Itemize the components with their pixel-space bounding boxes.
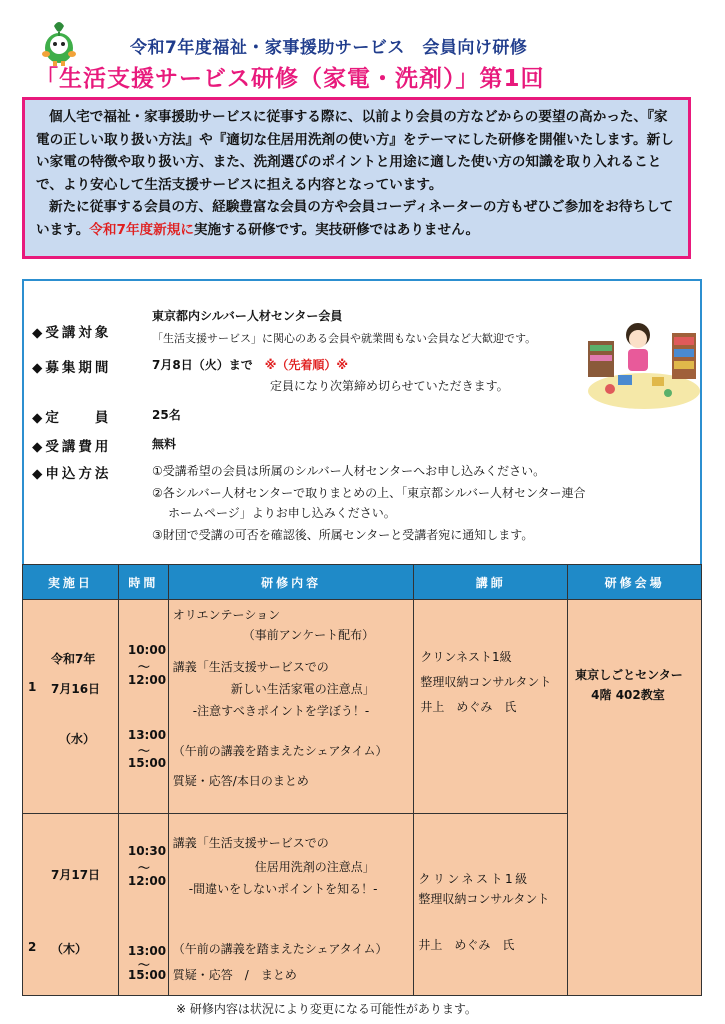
header-content: 研修内容 [168,565,414,600]
venue-cell [568,600,701,994]
row2-weekday: （木） [51,942,88,956]
intro-paragraph-2 [36,196,679,241]
row2-am-start: 10:30 [127,844,167,858]
header-time: 時間 [118,565,168,600]
row1-content-5: -注意すべきポイントを学ぼう！- [192,704,370,718]
period-value [152,356,348,373]
header-venue: 研修会場 [568,565,702,600]
apply-step-2: ②各シルバー人材センターで取りまとめの上、「東京都シルバー人材センター連合 [152,486,586,500]
row2-content-4: （午前の講義を踏まえたシェアタイム） [172,942,388,956]
header-subtitle: 令和7年度福祉・家事援助サービス 会員向け研修 [130,38,528,58]
row2-content-1: 講義「生活支援サービスでの [172,836,329,850]
row1-lecturer-2: 整理収納コンサルタント [420,675,552,689]
venue-room: 4階 402教室 [591,688,665,702]
intro-new-highlight: 令和7年度新規に [89,221,194,238]
row1-pm-start: 13:00 [127,728,167,742]
row1-lecturer-cell [414,600,567,813]
table-header-row [23,565,702,600]
row1-am-tilde: ～ [137,660,150,674]
table-row [23,600,702,814]
row2-lecturer-cell [414,814,567,995]
row2-content-5: 質疑・応答 / まとめ [172,968,297,982]
fee-value: 無料 [152,437,177,451]
row1-content-7: 質疑・応答/本日のまとめ [172,774,309,788]
target-note: 「生活支援サービス」に関心のある会員や就業間もない会員など大歓迎です。 [152,332,537,345]
row2-date: 7月17日 [51,868,101,882]
period-note: 定員になり次第締め切らせていただきます。 [270,379,509,393]
apply-step-2-cont: ホームページ」よりお申し込みください。 [168,506,396,520]
row2-pm-start: 13:00 [127,944,167,958]
row1-date-cell [23,600,118,813]
row2-lecturer-2: 整理収納コンサルタント [418,892,550,906]
intro-p2-tail: 実施する研修です。実技研修ではありません。 [193,221,480,238]
row1-lecturer-1: クリンネスト1級 [420,650,512,664]
period-first-come: ※（先着順）※ [264,358,349,372]
row1-weekday: （水） [59,732,96,746]
apply-label: ◆申込方法 [32,466,112,482]
row1-content-1: オリエンテーション [172,608,281,622]
target-label: ◆受講対象 [32,325,112,341]
housework-illustration [582,311,700,411]
row1-lecturer-3: 井上 めぐみ 氏 [420,700,517,714]
venue-name: 東京しごとセンター [575,668,683,682]
page-title: 「生活支援サービス研修（家電・洗剤）」第1回 [35,66,545,92]
row1-content-4: 新しい生活家電の注意点」 [230,682,375,696]
info-section [22,279,702,564]
row2-am-end: 12:00 [127,874,167,888]
fee-label: ◆受講費用 [32,439,112,455]
apply-step-1: ①受講希望の会員は所属のシルバー人材センターへお申し込みください。 [152,464,546,478]
row1-pm-tilde: ～ [137,744,150,758]
row1-am-end: 12:00 [127,673,167,687]
capacity-value: 25名 [152,408,181,422]
row2-time-cell [119,814,168,995]
row1-content-3: 講義「生活支援サービスでの [172,660,329,674]
target-value: 東京都内シルバー人材センター会員 [152,309,343,323]
capacity-label: ◆定 員 [32,410,112,426]
row1-content-cell [169,600,414,813]
row1-year: 令和7年 [51,652,96,666]
row1-content-6: （午前の講義を踏まえたシェアタイム） [172,744,388,758]
row2-am-tilde: ～ [137,861,150,875]
row2-number: 2 [28,940,37,954]
row1-pm-end: 15:00 [127,756,167,770]
header-lecturer: 講師 [414,565,568,600]
period-label: ◆募集期間 [32,360,112,376]
row2-lecturer-3: 井上 めぐみ 氏 [418,938,515,952]
schedule-table [22,564,702,996]
row2-pm-tilde: ～ [137,958,150,972]
row2-date-cell [23,814,118,995]
row1-time-cell [119,600,168,813]
header-date: 実施日 [23,565,119,600]
row1-date: 7月16日 [51,682,101,696]
mascot-logo [36,18,82,66]
row2-pm-end: 15:00 [127,968,167,982]
row1-content-2: （事前アンケート配布） [242,628,375,642]
row2-content-cell [169,814,414,995]
period-date: 7月8日（火）まで [152,358,253,372]
intro-p2-text: 新たに従事する会員の方、経験豊富な会員の方や会員コーディネーターの方もぜひご参加をお待ちしています。 [36,199,674,238]
footnote: ※ 研修内容は状況により変更になる可能性があります。 [176,1002,477,1016]
intro-box [22,97,691,259]
row2-content-2: 住居用洗剤の注意点」 [254,860,375,874]
intro-paragraph-1: 個人宅で福祉・家事援助サービスに従事する際に、以前より会員の方などからの要望の高かった、『家電の正しい取り扱い方法』や『適切な住居用洗剤の使い方』をテーマにした研修を開催いたします。新しい家電の特徴や取り扱い方、また、洗剤選びのポイントと用途に適した使い方の知識を取り入れることで、より安心して生活支援サービスに担える内容となっています。 [36,109,674,193]
row1-number: 1 [28,680,37,694]
row2-content-3: -間違いをしないポイントを知る！- [188,882,378,896]
row1-am-start: 10:00 [127,643,167,657]
apply-step-3: ③財団で受講の可否を確認後、所属センターと受講者宛に通知します。 [152,528,534,542]
row2-lecturer-1: クリンネスト1級 [418,872,530,886]
